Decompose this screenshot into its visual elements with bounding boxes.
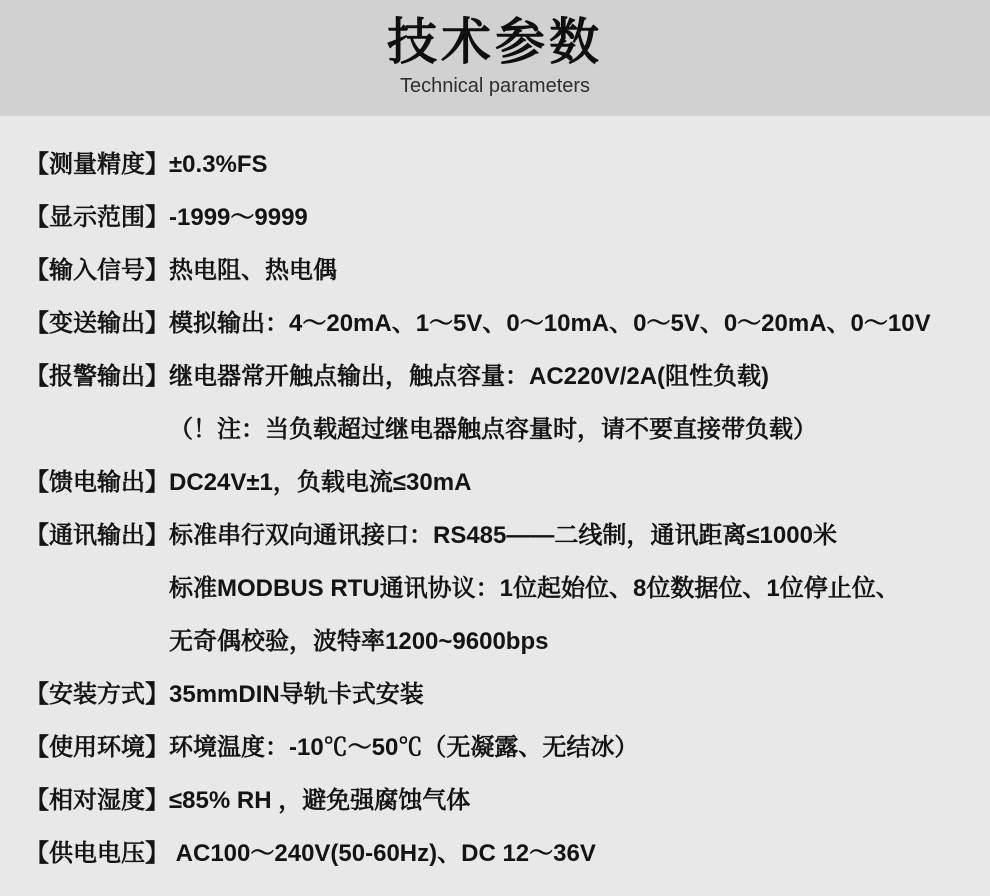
spec-label: 【相对湿度】: [25, 787, 169, 814]
spec-row-alarm-output: [25, 350, 970, 456]
spec-value-line: 热电阻、热电偶: [169, 257, 337, 284]
spec-row-power-supply: [25, 827, 970, 880]
spec-value-line: 标准MODBUS RTU通讯协议：1位起始位、8位数据位、1位停止位、: [169, 575, 900, 602]
spec-row-mounting: [25, 668, 970, 721]
spec-label: 【使用环境】: [25, 734, 169, 761]
spec-value-line: ≤85% RH ，避免强腐蚀气体: [169, 787, 471, 814]
spec-value-line: 标准串行双向通讯接口：RS485——二线制，通讯距离≤1000米: [169, 522, 837, 549]
spec-label: 【输入信号】: [25, 257, 169, 284]
spec-row-environment: [25, 721, 970, 774]
spec-label: 【显示范围】: [25, 204, 169, 231]
spec-row-measure-accuracy: [25, 138, 970, 191]
spec-label: 【安装方式】: [25, 681, 169, 708]
spec-label: 【通讯输出】: [25, 522, 169, 549]
spec-label: 【馈电输出】: [25, 469, 169, 496]
spec-value-line: ±0.3%FS: [169, 151, 268, 178]
spec-label: 【报警输出】: [25, 363, 169, 390]
spec-value-line: AC100～240V(50-60Hz)、DC 12～36V: [169, 840, 596, 867]
spec-row-feed-output: [25, 456, 970, 509]
spec-label: 【供电电压】: [25, 840, 169, 867]
page-subtitle: Technical parameters: [399, 75, 591, 97]
spec-value-line: DC24V±1，负载电流≤30mA: [169, 469, 472, 496]
spec-list: [0, 116, 990, 880]
page-title: 技术参数: [387, 14, 603, 70]
spec-value-line: 无奇偶校验，波特率1200~9600bps: [169, 628, 549, 655]
spec-value-line: 35mmDIN导轨卡式安装: [169, 681, 424, 708]
spec-value-line: 模拟输出：4～20mA、1～5V、0～10mA、0～5V、0～20mA、0～10V: [169, 310, 931, 337]
spec-value-line: 继电器常开触点输出，触点容量：AC220V/2A(阻性负载): [169, 363, 770, 390]
spec-value-line: -1999～9999: [169, 204, 308, 231]
spec-label: 【测量精度】: [25, 151, 169, 178]
spec-row-transmit-output: [25, 297, 970, 350]
spec-label: 【变送输出】: [25, 310, 169, 337]
spec-row-display-range: [25, 191, 970, 244]
spec-value-line: 环境温度：-10℃～50℃（无凝露、无结冰）: [169, 734, 639, 761]
spec-row-humidity: [25, 774, 970, 827]
page-header: [0, 0, 990, 116]
spec-row-input-signal: [25, 244, 970, 297]
spec-value-line: （！注：当负载超过继电器触点容量时，请不要直接带负载）: [169, 416, 817, 443]
spec-row-comm-output: [25, 509, 970, 668]
